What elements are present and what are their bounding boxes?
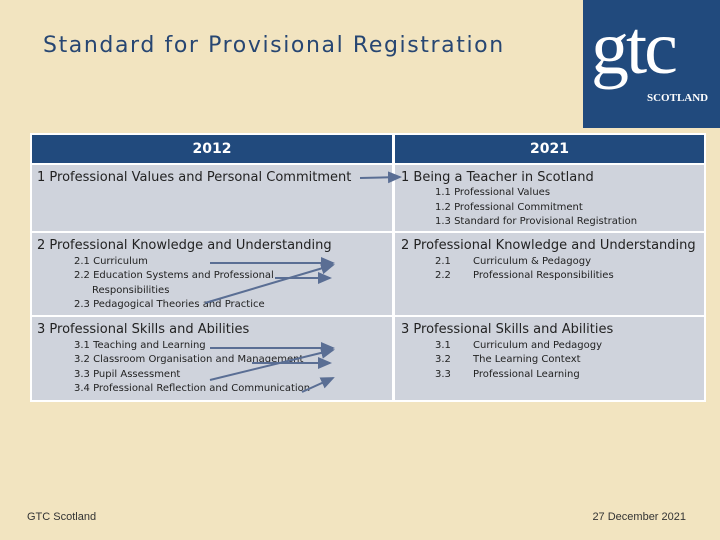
header-2021: 2021 [395,135,704,163]
logo-subtext: SCOTLAND [647,92,709,104]
row1-left-heading: 1 Professional Values and Personal Commitment [37,170,352,185]
row2-right-num: 2.2 [435,270,451,281]
row2-left-item: Responsibilities [92,285,170,296]
row2-right-label: Curriculum & Pedagogy [473,256,592,267]
row2-left-item: 2.3 Pedagogical Theories and Practice [74,299,265,310]
row3-right-num: 3.1 [435,340,451,351]
row1-right-item: 1.1 Professional Values [435,187,551,198]
row3-left [32,317,392,400]
footer-date: 27 December 2021 [592,511,686,523]
row1-left [32,165,392,231]
row2-left-item: 2.1 Curriculum [74,256,148,267]
row2-left-heading: 2 Professional Knowledge and Understanding [37,238,332,253]
row2-left [32,233,392,315]
row3-left-item: 3.3 Pupil Assessment [74,369,181,380]
row3-left-heading: 3 Professional Skills and Abilities [37,322,250,337]
row3-left-item: 3.1 Teaching and Learning [74,340,206,351]
row2-right-num: 2.1 [435,256,451,267]
header-2012: 2012 [32,135,392,163]
row2-right-label: Professional Responsibilities [473,270,614,281]
row3-left-item: 3.4 Professional Reflection and Communication [74,383,311,394]
row3-right-label: Professional Learning [473,369,580,380]
row3-right-num: 3.2 [435,354,451,365]
row1-right-item: 1.2 Professional Commitment [435,202,583,213]
comparison-table [30,133,706,402]
row1-right-heading: 1 Being a Teacher in Scotland [401,170,594,185]
row2-left-item: 2.2 Education Systems and Professional [74,270,274,281]
row1-right-item: 1.3 Standard for Provisional Registration [435,216,638,227]
row3-right-heading: 3 Professional Skills and Abilities [401,322,614,337]
row3-right-label: Curriculum and Pedagogy [473,340,603,351]
logo-text: gtc [591,6,675,90]
row3-right-label: The Learning Context [473,354,581,365]
row2-right-heading: 2 Professional Knowledge and Understanding [401,238,696,253]
row3-right [395,317,704,400]
row2-right [395,233,704,315]
row3-right-num: 3.3 [435,369,451,380]
row1-right [395,165,704,231]
page-title: Standard for Provisional Registration [43,33,505,58]
row3-left-item: 3.2 Classroom Organisation and Management [74,354,304,365]
gtc-logo [583,0,720,128]
footer-organisation: GTC Scotland [27,511,97,523]
